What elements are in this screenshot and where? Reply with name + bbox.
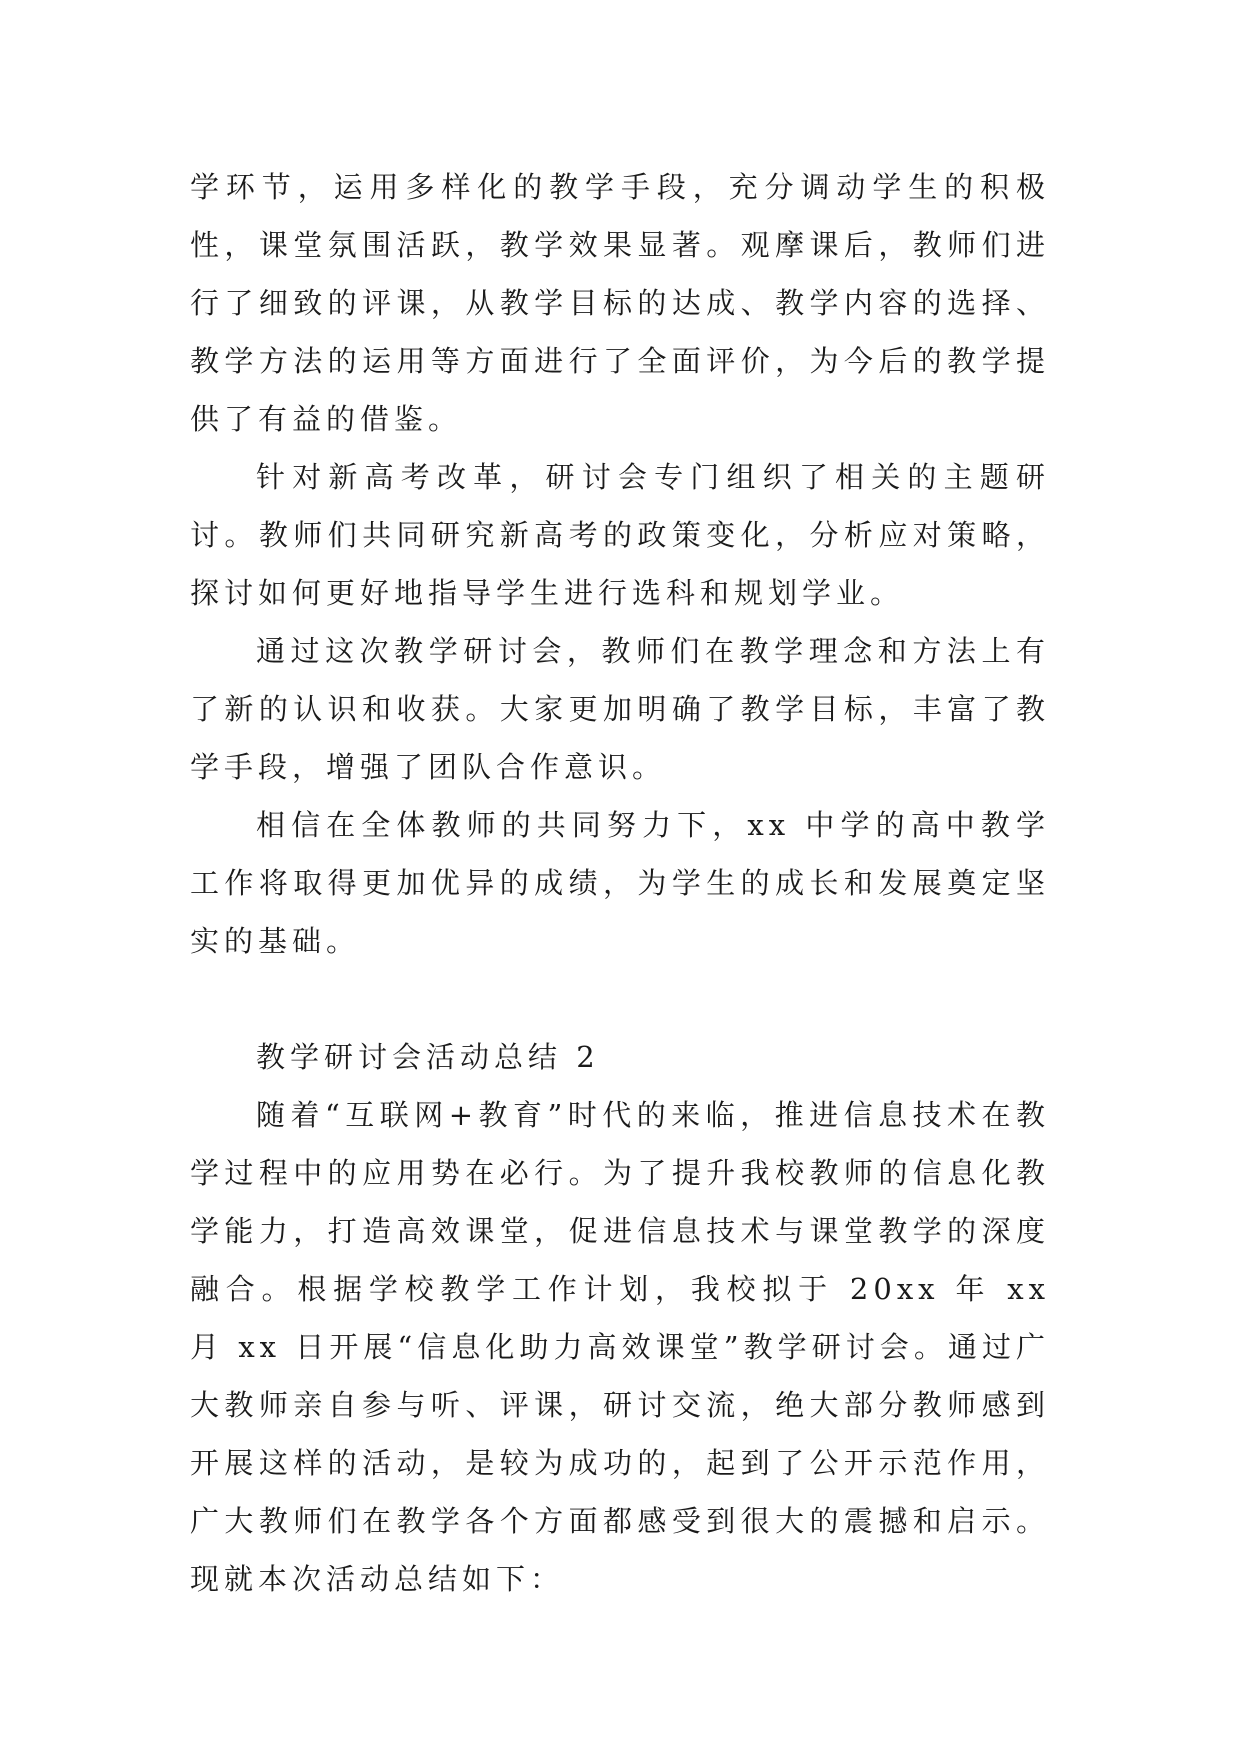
document-body (190, 158, 1050, 1608)
section-title: 教学研讨会活动总结 2 (256, 1040, 600, 1074)
paragraph-conclusion: 相信在全体教师的共同努力下，xx 中学的高中教学工作将取得更加优异的成绩，为学生的成长和发展奠定坚实的基础。 (190, 808, 1050, 958)
paragraph-gaokao-reform: 针对新高考改革，研讨会专门组织了相关的主题研讨。教师们共同研究新高考的政策变化，分析应对策略，探讨如何更好地指导学生进行选科和规划学业。 (190, 460, 1050, 610)
paragraph-section-intro: 随着“互联网+教育”时代的来临，推进信息技术在教学过程中的应用势在必行。为了提升我校教师的信息化教学能力，打造高效课堂，促进信息技术与课堂教学的深度融合。根据学校教学工作计划，我校拟于 20xx 年 xx 月 xx 日开展“信息化助力高效课堂”教学研讨会。通过广大教师亲自参与听、评课，研讨交流，绝大部分教师感到开展这样的活动，是较为成功的，起到了公开示范作用，广大教师们在教学各个方面都感受到很大的震撼和启示。现就本次活动总结如下： (190, 1098, 1050, 1596)
paragraph-gains: 通过这次教学研讨会，教师们在教学理念和方法上有了新的认识和收获。大家更加明确了教学目标，丰富了教学手段，增强了团队合作意识。 (190, 634, 1050, 784)
paragraph-continued: 学环节，运用多样化的教学手段，充分调动学生的积极性，课堂氛围活跃，教学效果显著。观摩课后，教师们进行了细致的评课，从教学目标的达成、教学内容的选择、教学方法的运用等方面进行了全面评价，为今后的教学提供了有益的借鉴。 (190, 170, 1050, 436)
